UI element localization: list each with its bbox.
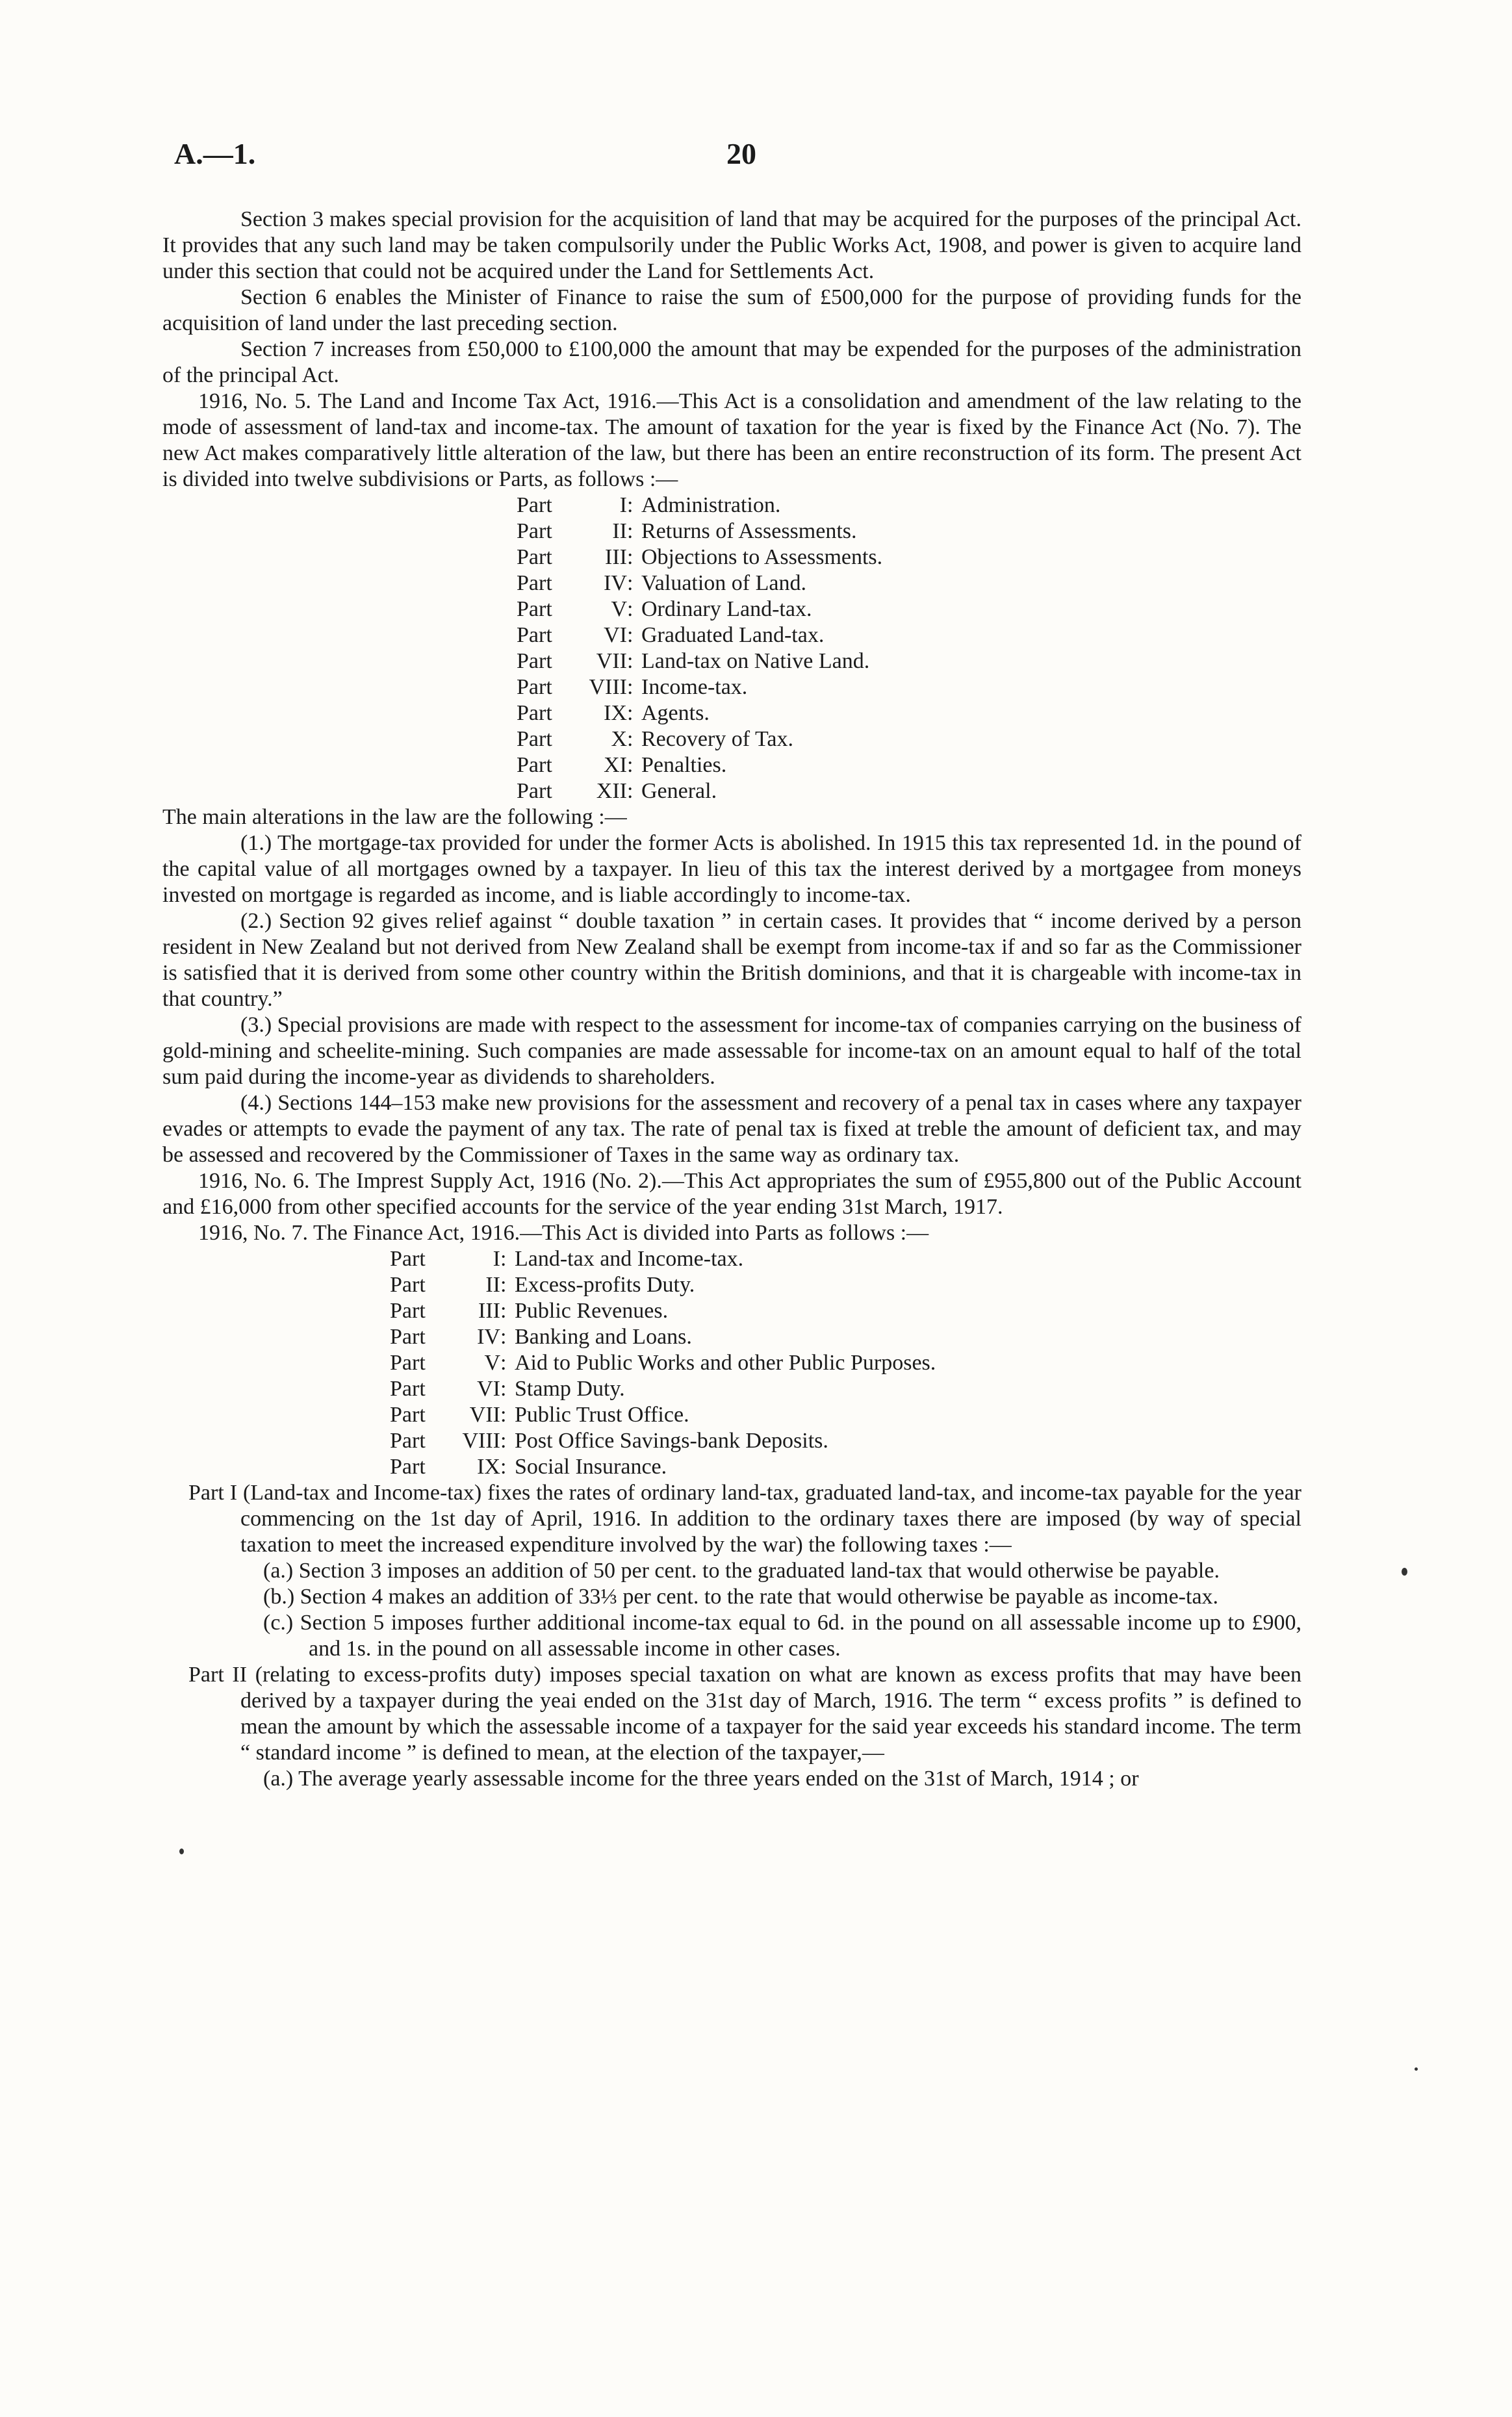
list-item (162, 1428, 1301, 1454)
part-colon: : (500, 1455, 507, 1479)
act-no7-parts-list (162, 1246, 1301, 1480)
part-label: Part (390, 1247, 426, 1271)
part-number: XII (596, 779, 627, 803)
part-title: Administration. (641, 493, 781, 517)
paragraph: Section 7 increases from £50,000 to £100,000 the amount that may be expended for the purposes of the administration of the principal Act. (162, 337, 1301, 387)
scan-speck (1402, 1568, 1407, 1576)
part-number: VII (469, 1403, 500, 1427)
part-label: Part (517, 649, 552, 673)
part-label: Part (390, 1273, 426, 1297)
part-title: Stamp Duty. (515, 1377, 625, 1401)
part-colon: : (627, 571, 634, 595)
paragraph: Section 6 enables the Minister of Finance to raise the sum of £500,000 for the purpose of providing funds for the acquisition of land under the last preceding section. (162, 285, 1301, 335)
alteration-item: (3.) Special provisions are made with respect to the assessment for income-tax of companies carrying on the business of gold-mining and scheelite-mining. Such companies are made assessable for income-tax on an amount equal to half of the total sum paid during the income-year as dividends to shareholders. (162, 1013, 1301, 1089)
list-item (162, 596, 1301, 622)
part1-item: (c.) Section 5 imposes further additional income-tax equal to 6d. in the pound on all assessable income up to £900, and 1s. in the pound on all assessable income in other cases. (263, 1611, 1301, 1661)
part-colon: : (627, 675, 634, 699)
part-number: VI (604, 623, 627, 647)
alteration-item: (4.) Sections 144–153 make new provisions for the assessment and recovery of a penal tax in cases where any taxpayer evades or attempts to evade the payment of any tax. The rate of penal tax is fixed at treble the amount of deficient tax, and may be assessed and recovered by the Commissioner of Taxes in the same way as ordinary tax. (162, 1091, 1301, 1167)
part-title: Income-tax. (641, 675, 748, 699)
part-label: Part (390, 1325, 426, 1349)
alterations-intro: The main alterations in the law are the following :— (162, 805, 627, 829)
paragraph: Section 3 makes special provision for the acquisition of land that may be acquired for the purposes of the principal Act. It provides that any such land may be taken compulsorily under the Public Works Act, 1908, and power is given to acquire land under this section that could not be acquired under the Land for Settlements Act. (162, 207, 1301, 283)
part-colon: : (627, 701, 634, 725)
part-number: III (605, 545, 627, 569)
part-label: Part (390, 1429, 426, 1453)
part-colon: : (500, 1273, 507, 1297)
part-title: Post Office Savings-bank Deposits. (515, 1429, 828, 1453)
scan-speck (179, 1848, 184, 1854)
page-header (174, 136, 1344, 175)
part-number: I (619, 493, 627, 517)
part-colon: : (500, 1351, 507, 1375)
part-label: Part (390, 1403, 426, 1427)
part-colon: : (500, 1325, 507, 1349)
part-colon: : (627, 493, 634, 517)
part-title: Land-tax and Income-tax. (515, 1247, 744, 1271)
part1-item: (b.) Section 4 makes an addition of 33⅓ per cent. to the rate that would otherwise be payable as income-tax. (263, 1585, 1219, 1609)
part-title: Returns of Assessments. (641, 519, 857, 543)
part-colon: : (627, 727, 634, 751)
part-title: Public Revenues. (515, 1299, 669, 1323)
part-label: Part (517, 597, 552, 621)
list-item (162, 1298, 1301, 1324)
act-no5-intro: 1916, No. 5. The Land and Income Tax Act, 1916.—This Act is a consolidation and amendment of the law relating to the mode of assessment of land-tax and income-tax. The amount of taxation for the year is fixed by the Finance Act (No. 7). The new Act makes comparatively little alteration of the law, but there has been an entire reconstruction of its form. The present Act is divided into twelve subdivisions or Parts, as follows :— (162, 389, 1301, 491)
part-number: IX (604, 701, 627, 725)
part-colon: : (500, 1299, 507, 1323)
part-title: Valuation of Land. (641, 571, 806, 595)
document-reference: A.—1. (174, 137, 256, 170)
part-colon: : (500, 1247, 507, 1271)
part-title: Penalties. (641, 753, 727, 777)
part-title: Objections to Assessments. (641, 545, 883, 569)
part-number: VIII (589, 675, 627, 699)
list-item (162, 1350, 1301, 1376)
part-number: II (485, 1273, 500, 1297)
list-item (162, 752, 1301, 778)
part-colon: : (627, 779, 634, 803)
part-colon: : (627, 623, 634, 647)
page-body (162, 207, 1301, 1792)
list-item (162, 492, 1301, 518)
part-label: Part (517, 493, 552, 517)
list-item (162, 700, 1301, 726)
part-title: Agents. (641, 701, 710, 725)
part-number: V (484, 1351, 500, 1375)
part-label: Part (517, 545, 552, 569)
part-number: VIII (462, 1429, 500, 1453)
part1-paragraph: Part I (Land-tax and Income-tax) fixes the rates of ordinary land-tax, graduated land-tax, and income-tax payable for the year commencing on the 1st day of April, 1916. In addition to the ordinary taxes there are imposed (by way of special taxation to meet the increased expenditure involved by the war) the following taxes :— (188, 1481, 1301, 1557)
list-item (162, 726, 1301, 752)
part-number: VII (596, 649, 627, 673)
part-colon: : (627, 597, 634, 621)
list-item (162, 622, 1301, 648)
part-number: III (478, 1299, 500, 1323)
scan-speck (1415, 2067, 1418, 2071)
part-colon: : (627, 753, 634, 777)
list-item (162, 1376, 1301, 1402)
part-colon: : (627, 649, 634, 673)
list-item (162, 1246, 1301, 1272)
alteration-item: (2.) Section 92 gives relief against “ double taxation ” in certain cases. It provides that “ income derived by a person resident in New Zealand but not derived from New Zealand shall be exempt from income-tax if and so far as the Commissioner is satisfied that it is derived from some other country within the British dominions, and that it is chargeable with income-tax in that country.” (162, 909, 1301, 1011)
part-label: Part (517, 571, 552, 595)
list-item (162, 570, 1301, 596)
list-item (162, 778, 1301, 804)
part-label: Part (390, 1377, 426, 1401)
act-no7-intro: 1916, No. 7. The Finance Act, 1916.—This Act is divided into Parts as follows :— (198, 1221, 929, 1245)
list-item (162, 1402, 1301, 1428)
part-title: Ordinary Land-tax. (641, 597, 812, 621)
list-item (162, 648, 1301, 674)
part-number: IV (604, 571, 627, 595)
list-item (162, 1454, 1301, 1480)
list-item (162, 1324, 1301, 1350)
part-title: Social Insurance. (515, 1455, 667, 1479)
act-no6-paragraph: 1916, No. 6. The Imprest Supply Act, 1916 (No. 2).—This Act appropriates the sum of £955,800 out of the Public Account and £16,000 from other specified accounts for the service of the year ending 31st March, 1917. (162, 1169, 1301, 1219)
part2-paragraph: Part II (relating to excess-profits duty) imposes special taxation on what are known as excess profits that may have been derived by a taxpayer during the yeai ended on the 31st day of March, 1916. The term “ excess profits ” is defined to mean the amount by which the assessable income of a taxpayer for the said year exceeds his standard income. The term “ standard income ” is defined to mean, at the election of the taxpayer,— (188, 1663, 1301, 1765)
part1-item: (a.) Section 3 imposes an addition of 50 per cent. to the graduated land-tax that would otherwise be payable. (263, 1559, 1220, 1583)
list-item (162, 518, 1301, 544)
alteration-item: (1.) The mortgage-tax provided for under the former Acts is abolished. In 1915 this tax represented 1d. in the pound of the capital value of all mortgages owned by a taxpayer. In lieu of this tax the interest derived by a mortgagee from moneys invested on mortgage is regarded as income, and is liable accordingly to income-tax. (162, 831, 1301, 907)
part-number: IV (477, 1325, 500, 1349)
part-colon: : (500, 1403, 507, 1427)
part2-item: (a.) The average yearly assessable income for the three years ended on the 31st of March, 1914 ; or (263, 1767, 1139, 1791)
part-label: Part (517, 675, 552, 699)
part-label: Part (390, 1455, 426, 1479)
part-label: Part (390, 1299, 426, 1323)
part-colon: : (627, 519, 634, 543)
part-number: V (611, 597, 627, 621)
list-item (162, 544, 1301, 570)
part-title: Banking and Loans. (515, 1325, 692, 1349)
part-number: XI (604, 753, 627, 777)
part-colon: : (500, 1429, 507, 1453)
part-number: II (612, 519, 627, 543)
part-label: Part (390, 1351, 426, 1375)
part-title: Land-tax on Native Land. (641, 649, 870, 673)
list-item (162, 674, 1301, 700)
part-label: Part (517, 519, 552, 543)
part-label: Part (517, 779, 552, 803)
list-item (162, 1272, 1301, 1298)
part-number: VI (477, 1377, 500, 1401)
part-title: Recovery of Tax. (641, 727, 793, 751)
part-label: Part (517, 623, 552, 647)
part-number: IX (477, 1455, 500, 1479)
part-title: Excess-profits Duty. (515, 1273, 695, 1297)
page-number: 20 (726, 137, 756, 170)
part-title: General. (641, 779, 717, 803)
act-no5-parts-list (162, 492, 1301, 804)
part-colon: : (627, 545, 634, 569)
part-label: Part (517, 701, 552, 725)
part-title: Public Trust Office. (515, 1403, 689, 1427)
part-colon: : (500, 1377, 507, 1401)
part-title: Aid to Public Works and other Public Purposes. (515, 1351, 936, 1375)
part-number: I (493, 1247, 500, 1271)
part-title: Graduated Land-tax. (641, 623, 825, 647)
part-label: Part (517, 727, 552, 751)
part-number: X (611, 727, 627, 751)
part-label: Part (517, 753, 552, 777)
